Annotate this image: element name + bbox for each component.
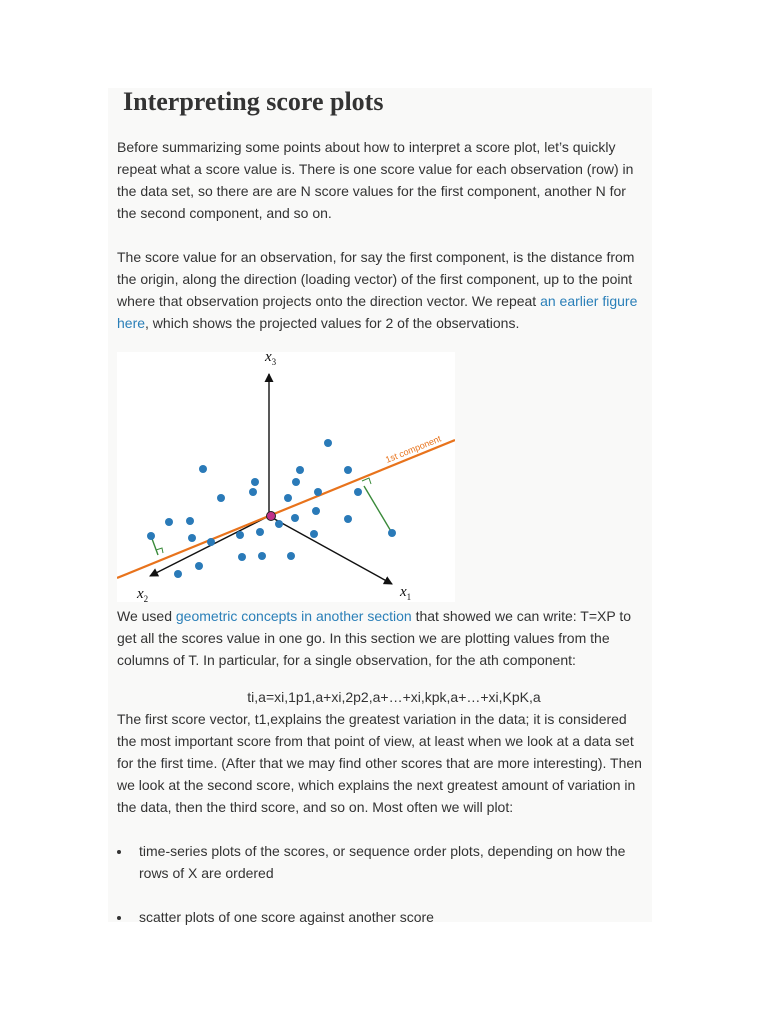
paragraph-text: The score value for an observation, for say the first component, is the distance from the origin, along the direction (loading vector) of the first component, up to the point where that observation projects onto the direction vector. We repeat [117,249,635,309]
observation-point [354,488,362,496]
observation-point [165,518,173,526]
score-equation: ti,a=xi,1p1,a+xi,2p2,a+…+xi,kpk,a+…+xi,KpK,a [247,689,541,705]
observation-point [256,528,264,536]
paragraph-score-definition [117,246,647,334]
observation-points [147,439,396,578]
paragraph-score-intro: Before summarizing some points about how to interpret a score plot, let’s quickly repeat what a score value is. There is one score value for each observation (row) in the data set, so there are are N score values for the first component, another N for the second component, and so on. [117,139,634,221]
list-item: scatter plots of one score against another score [117,906,647,928]
observation-point [251,478,259,486]
observation-point [284,494,292,502]
observation-point [388,529,396,537]
observation-point [217,494,225,502]
observation-point [199,465,207,473]
observation-point [292,478,300,486]
projection-line-right [364,486,392,533]
right-angle-right [362,478,371,484]
observation-point [344,515,352,523]
geometric-concepts-link[interactable]: geometric concepts in another section [175,608,412,624]
projection-figure [117,352,455,602]
observation-point [296,466,304,474]
observation-point [188,534,196,542]
observation-point [287,552,295,560]
observation-point [310,530,318,538]
observation-point [174,570,182,578]
component-label: 1st component [384,433,443,465]
projection-diagram [117,352,455,602]
paragraph-text: We used [117,608,176,624]
x1-axis [269,516,392,584]
earlier-figure-link[interactable]: an earlier figure here [117,293,638,331]
page-title: Interpreting score plots [123,87,384,116]
origin-point [267,512,276,521]
list-item: time-series plots of the scores, or sequence order plots, depending on how the rows of X are ordered [117,840,647,884]
first-component-line [117,440,455,578]
observation-point [275,520,283,528]
observation-point [249,488,257,496]
observation-point [312,507,320,515]
paragraph-first-score: The first score vector, t1,explains the greatest variation in the data; it is considered the most important score from that point of view, at least when we look at a data set for the first time. (After that we may find other scores that are more interesting). Then we look at the second score, which explains the next greatest amount of variation in the data, then the third score, and so on. Most often we will plot: [117,711,642,815]
observation-point [147,532,155,540]
observation-point [207,538,215,546]
observation-point [258,552,266,560]
observation-point [238,553,246,561]
observation-point [291,514,299,522]
paragraph-scores-matrix [117,605,647,671]
x3-axis-label: $x_3$ [265,352,277,367]
observation-point [314,488,322,496]
plot-types-list [117,840,647,928]
observation-point [324,439,332,447]
x1-axis-label: $x_1$ [400,584,412,602]
paragraph-text: , which shows the projected values for 2 of the observations. [145,315,520,331]
observation-point [236,531,244,539]
observation-point [195,562,203,570]
observation-point [186,517,194,525]
observation-point [344,466,352,474]
x2-axis-label: $x_2$ [137,586,149,602]
paragraph-text: that showed we can write: T=XP to get all the scores value in one go. In this section we are plotting values from the columns of T. In particular, for a single observation, for the ath component: [117,608,632,668]
